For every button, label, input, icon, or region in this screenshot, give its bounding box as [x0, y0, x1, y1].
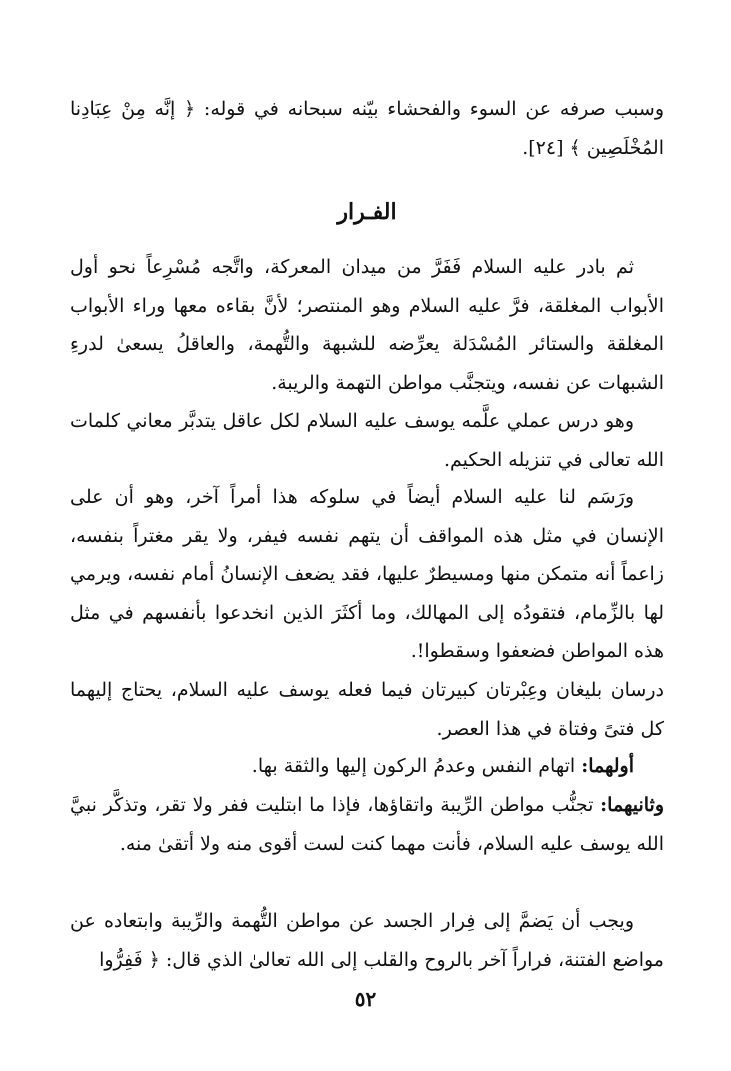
paragraph-8: ويجب أن يَضمَّ إلى فِرار الجسد عن مواطن التُّهمة والرِّيبة وابتعاده عن مواضع الفتنة، فراراً آخر بالروح والقلب إلى الله تعالىٰ الذي قال: ﴿ فَفِرُّوا — [70, 910, 664, 971]
paragraph-7 — [70, 786, 664, 863]
paragraph-2: ثم بادر عليه السلام فَفَرَّ من ميدان المعركة، واتَّجه مُسْرِعاً نحو أول الأبواب المغلقة، فرَّ عليه السلام وهو المنتصر؛ لأنَّ بقاءه معها وراء الأبواب المغلقة والستائر المُسْدَلة يعرِّضه للشبهة والتُّهمة، والعاقلُ يسعىٰ لدرءِ الشبهات عن نفسه، ويتجنَّب مواطن التهمة والريبة. — [70, 256, 664, 394]
paragraph-6 — [70, 747, 664, 786]
section-heading: الفـرار — [337, 199, 397, 225]
paragraph-7-text: تجنُّب مواطن الرِّيبة واتقاؤها، فإذا ما ابتليت ففر ولا تقر، وتذكَّر نبيَّ الله يوسف عليه السلام، فأنت مهما كنت لست أقوى منه ولا أتقىٰ منه. — [70, 794, 664, 855]
paragraph-7-lead: وثانيهما: — [600, 794, 664, 816]
paragraph-6-lead: أولهما: — [581, 755, 634, 777]
page-number: ٥٢ — [354, 987, 377, 1011]
paragraph-3: وهو درس عملي علَّمه يوسف عليه السلام لكل عاقل يتدبَّر معاني كلمات الله تعالى في تنزيله الحكيم. — [70, 410, 664, 471]
paragraph-1: وسبب صرفه عن السوء والفحشاء بيّنه سبحانه في قوله: ﴿ إنَّه مِنْ عِبَادِنا المُخْلَصِين ﴾ [٢٤]. — [70, 98, 664, 159]
paragraph-4: ورَسَم لنا عليه السلام أيضاً في سلوكه هذا أمراً آخر، وهو أن على الإنسان في مثل هذه المواقف أن يتهم نفسه فيفر، ولا يقر مغتراً بنفسه، زاعماً أنه متمكن منها ومسيطرٌ عليها، فقد يضعف الإنسانُ أمام نفسه، ويرمي لها بالزِّمام، فتقودُه إلى المهالك، وما أكثَرَ الذين انخدعوا بأنفسهم في مثل هذه المواطن فضعفوا وسقطوا!. — [70, 486, 664, 662]
paragraph-5: درسان بليغان وعِبْرتان كبيرتان فيما فعله يوسف عليه السلام، يحتاج إليهما كل فتىً وفتاة في هذا العصر. — [70, 679, 664, 740]
paragraph-6-text: اتهام النفس وعدمُ الركون إليها والثقة بها. — [251, 755, 582, 777]
